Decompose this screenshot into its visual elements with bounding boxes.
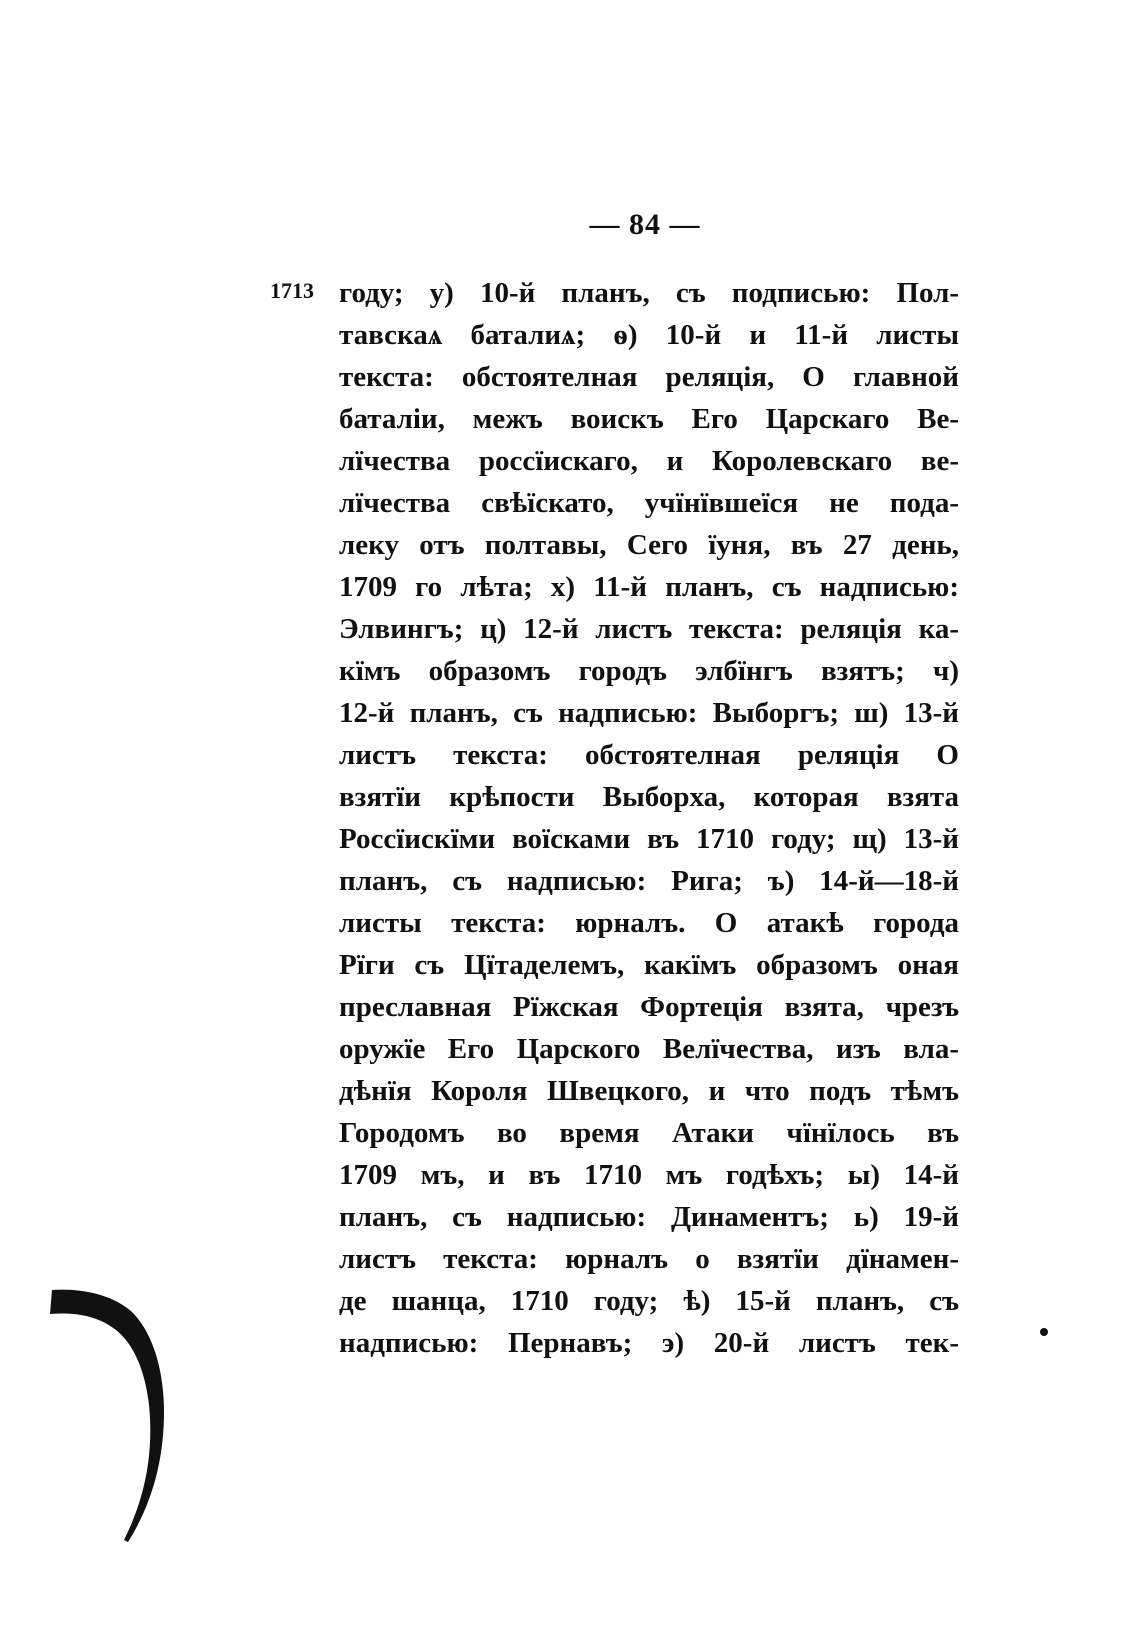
text-line-1: году; у) 10-й планъ, съ подписью: Пол- [339, 277, 959, 309]
text-line-13: взятїи крѣпости Выборха, которая взята [339, 781, 959, 813]
text-line-11: 12-й планъ, съ надписью: Выборгъ; ш) 13-й [339, 697, 959, 729]
text-line-21: Городомъ во время Атаки чїнїлось въ [339, 1117, 959, 1149]
page-number: — 84 — [589, 208, 701, 241]
text-line-8: 1709 го лѣта; х) 11-й планъ, съ надписью: [339, 571, 959, 603]
text-line-23: планъ, съ надписью: Динаментъ; ь) 19-й [339, 1201, 959, 1233]
text-line-2: тавскаѧ баталиѧ; ѳ) 10-й и 11-й листы [339, 319, 959, 351]
text-line-5: лїчества россїискаго, и Королевскаго ве- [339, 445, 959, 477]
body-text [339, 272, 959, 1364]
text-line-9: Элвингъ; ц) 12-й листъ текста: реляція ка- [339, 613, 959, 645]
text-line-20: дѣнїя Короля Швецкого, и что подъ тѣмъ [339, 1075, 959, 1107]
margin-year-note: 1713 [270, 278, 314, 303]
scan-artifact-bracket [40, 1284, 170, 1544]
text-line-25: де шанца, 1710 году; ѣ) 15-й планъ, съ [339, 1285, 959, 1317]
text-line-6: лїчества свѣїскато, учїнївшеїся не пода- [339, 487, 959, 519]
text-line-7: леку отъ полтавы, Сего їуня, въ 27 день, [339, 529, 959, 561]
scan-artifact-dot [1040, 1328, 1048, 1336]
text-line-3: текста: обстоятелная реляція, О главной [339, 361, 959, 393]
text-line-22: 1709 мъ, и въ 1710 мъ годѣхъ; ы) 14-й [339, 1159, 959, 1191]
text-line-16: листы текста: юрналъ. О атакѣ города [339, 907, 959, 939]
text-line-14: Россїискїми воїсками въ 1710 году; щ) 13-й [339, 823, 959, 855]
text-line-17: Рїги съ Цїтаделемъ, какїмъ образомъ оная [339, 949, 959, 981]
text-line-19: оружїе Его Царского Велїчества, изъ вла- [339, 1033, 959, 1065]
text-line-26: надписью: Пернавъ; э) 20-й листъ тек- [339, 1327, 959, 1359]
text-line-4: баталіи, межъ воискъ Его Царскаго Ве- [339, 403, 959, 435]
text-line-15: планъ, съ надписью: Рига; ъ) 14-й—18-й [339, 865, 959, 897]
text-line-12: листъ текста: обстоятелная реляція О [339, 739, 959, 771]
text-line-18: преславная Рїжская Фортеція взята, чрезъ [339, 991, 959, 1023]
text-line-10: кїмъ образомъ городъ элбїнгъ взятъ; ч) [339, 655, 959, 687]
text-line-24: листъ текста: юрналъ о взятїи дїнамен- [339, 1243, 959, 1275]
